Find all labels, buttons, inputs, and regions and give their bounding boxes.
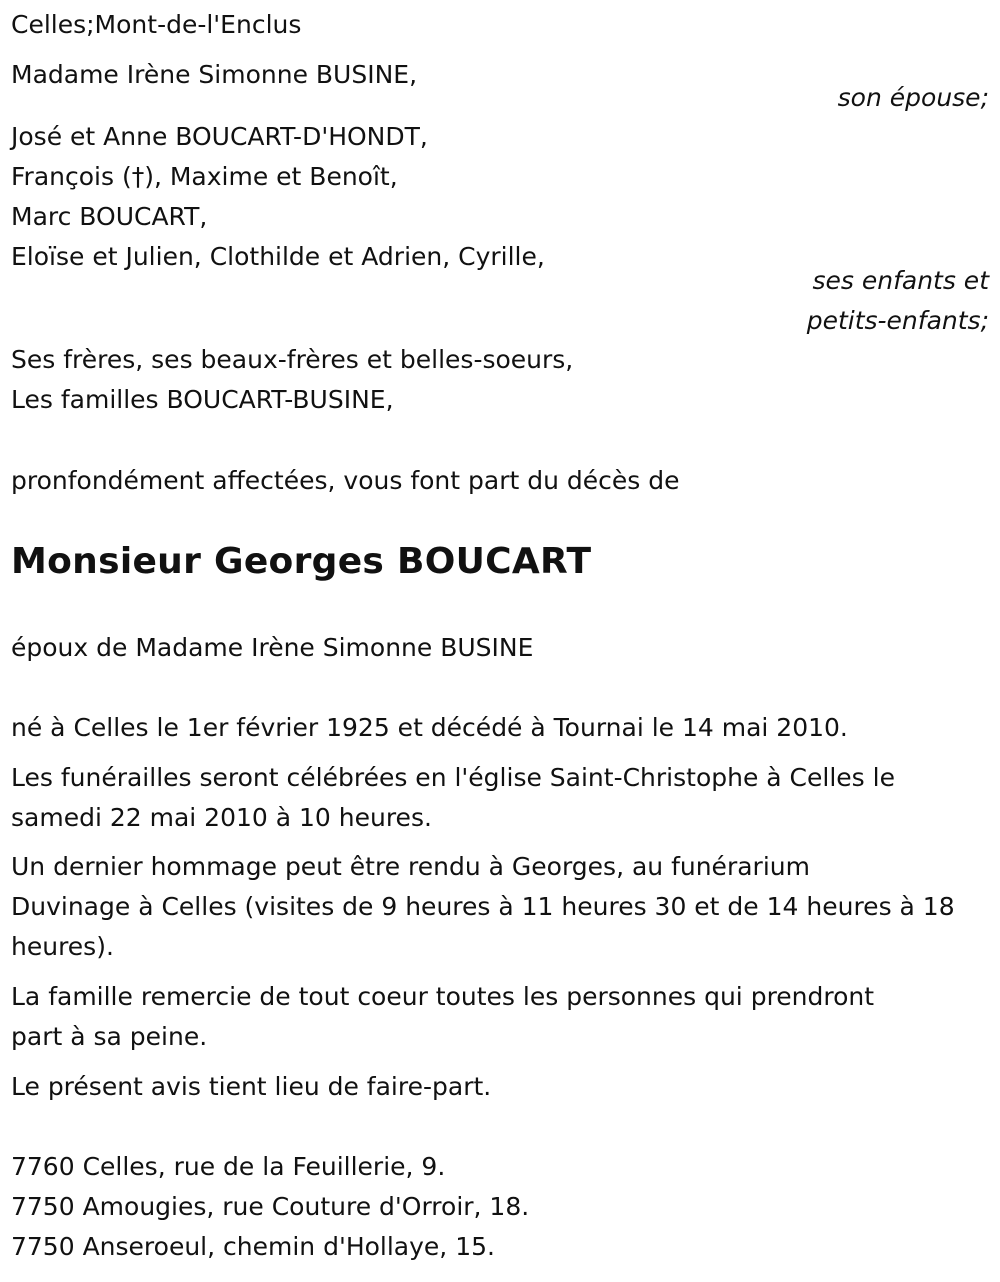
children-line-2-before: François (	[11, 162, 132, 191]
spouse-name: Madame Irène Simonne BUSINE,	[11, 60, 418, 89]
deceased-name: Monsieur Georges BOUCART	[11, 541, 592, 582]
thanks-line-2: part à sa peine.	[11, 1022, 208, 1051]
funeral-line-1: Les funérailles seront célébrées en l'église Saint-Christophe à Celles le	[11, 763, 895, 792]
tribute-line-3: heures).	[11, 932, 114, 961]
tribute-line-2: Duvinage à Celles (visites de 9 heures à 11 heures 30 et de 14 heures à 18	[11, 892, 955, 921]
funeral-line-2: samedi 22 mai 2010 à 10 heures.	[11, 803, 432, 832]
siblings-line-1: Ses frères, ses beaux-frères et belles-soeurs,	[11, 345, 574, 374]
spouse-of-line: époux de Madame Irène Simonne BUSINE	[11, 633, 534, 662]
children-role-2: petits-enfants;	[806, 306, 989, 335]
children-line-2	[11, 157, 398, 197]
birth-death-line: né à Celles le 1er février 1925 et décédé à Tournai le 14 mai 2010.	[11, 713, 848, 742]
tribute-line-1: Un dernier hommage peut être rendu à Georges, au funérarium	[11, 852, 810, 881]
children-line-2-after: ), Maxime et Benoît,	[144, 162, 398, 191]
children-line-1: José et Anne BOUCART-D'HONDT,	[11, 122, 428, 151]
spouse-role: son épouse;	[837, 83, 989, 112]
address-line-1: 7760 Celles, rue de la Feuillerie, 9.	[11, 1152, 446, 1181]
notice-line: Le présent avis tient lieu de faire-part.	[11, 1072, 492, 1101]
thanks-line-1: La famille remercie de tout coeur toutes les personnes qui prendront	[11, 982, 875, 1011]
location-line: Celles;Mont-de-l'Enclus	[11, 10, 302, 39]
children-line-4: Eloïse et Julien, Clothilde et Adrien, Cyrille,	[11, 242, 545, 271]
siblings-line-2: Les familles BOUCART-BUSINE,	[11, 385, 394, 414]
announcement-line: pronfondément affectées, vous font part du décès de	[11, 466, 680, 495]
address-line-3: 7750 Anseroeul, chemin d'Hollaye, 15.	[11, 1232, 495, 1261]
children-line-3: Marc BOUCART,	[11, 202, 208, 231]
address-line-2: 7750 Amougies, rue Couture d'Orroir, 18.	[11, 1192, 530, 1221]
children-role-1: ses enfants et	[812, 266, 989, 295]
cross-icon: †	[131, 162, 145, 191]
